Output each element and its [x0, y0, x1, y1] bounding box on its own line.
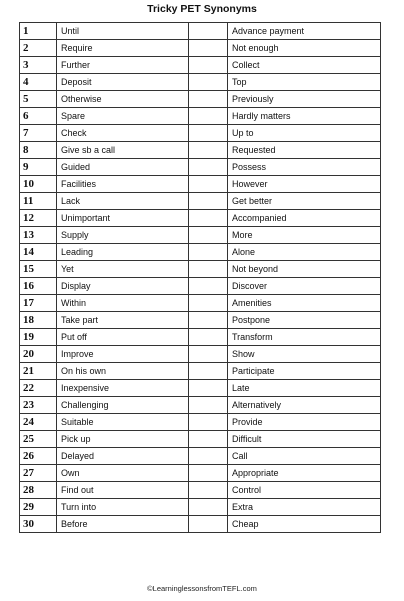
answer-blank-cell	[189, 499, 228, 516]
table-row	[20, 312, 381, 329]
row-number: 6	[20, 108, 57, 125]
row-number: 15	[20, 261, 57, 278]
word-cell: Deposit	[57, 74, 189, 91]
word-cell: Check	[57, 125, 189, 142]
synonym-cell: Not enough	[228, 40, 381, 57]
row-number: 3	[20, 57, 57, 74]
synonyms-table-body	[20, 23, 381, 533]
answer-blank-cell	[189, 414, 228, 431]
synonym-cell: Possess	[228, 159, 381, 176]
synonym-cell: Control	[228, 482, 381, 499]
synonym-cell: However	[228, 176, 381, 193]
answer-blank-cell	[189, 482, 228, 499]
synonym-cell: Hardly matters	[228, 108, 381, 125]
word-cell: Leading	[57, 244, 189, 261]
word-cell: Suitable	[57, 414, 189, 431]
row-number: 5	[20, 91, 57, 108]
row-number: 1	[20, 23, 57, 40]
table-row	[20, 448, 381, 465]
table-row	[20, 108, 381, 125]
row-number: 22	[20, 380, 57, 397]
table-row	[20, 227, 381, 244]
answer-blank-cell	[189, 40, 228, 57]
synonym-cell: Difficult	[228, 431, 381, 448]
answer-blank-cell	[189, 176, 228, 193]
word-cell: Put off	[57, 329, 189, 346]
word-cell: Give sb a call	[57, 142, 189, 159]
table-row	[20, 244, 381, 261]
word-cell: Guided	[57, 159, 189, 176]
table-row	[20, 142, 381, 159]
answer-blank-cell	[189, 448, 228, 465]
synonym-cell: Transform	[228, 329, 381, 346]
synonym-cell: Collect	[228, 57, 381, 74]
table-row	[20, 261, 381, 278]
page-title: Tricky PET Synonyms	[147, 3, 257, 15]
table-row	[20, 431, 381, 448]
row-number: 2	[20, 40, 57, 57]
answer-blank-cell	[189, 227, 228, 244]
row-number: 24	[20, 414, 57, 431]
answer-blank-cell	[189, 346, 228, 363]
synonym-cell: Not beyond	[228, 261, 381, 278]
table-row	[20, 176, 381, 193]
answer-blank-cell	[189, 431, 228, 448]
word-cell: Facilities	[57, 176, 189, 193]
table-row	[20, 91, 381, 108]
synonym-cell: More	[228, 227, 381, 244]
synonym-cell: Alternatively	[228, 397, 381, 414]
word-cell: Supply	[57, 227, 189, 244]
answer-blank-cell	[189, 74, 228, 91]
answer-blank-cell	[189, 244, 228, 261]
row-number: 21	[20, 363, 57, 380]
table-row	[20, 159, 381, 176]
answer-blank-cell	[189, 91, 228, 108]
answer-blank-cell	[189, 465, 228, 482]
table-row	[20, 346, 381, 363]
row-number: 27	[20, 465, 57, 482]
synonym-cell: Late	[228, 380, 381, 397]
answer-blank-cell	[189, 261, 228, 278]
answer-blank-cell	[189, 312, 228, 329]
row-number: 12	[20, 210, 57, 227]
word-cell: Improve	[57, 346, 189, 363]
row-number: 20	[20, 346, 57, 363]
synonym-cell: Call	[228, 448, 381, 465]
synonym-cell: Provide	[228, 414, 381, 431]
synonym-cell: Alone	[228, 244, 381, 261]
table-row	[20, 380, 381, 397]
synonym-cell: Top	[228, 74, 381, 91]
table-row	[20, 482, 381, 499]
answer-blank-cell	[189, 363, 228, 380]
word-cell: Take part	[57, 312, 189, 329]
row-number: 30	[20, 516, 57, 533]
word-cell: Pick up	[57, 431, 189, 448]
row-number: 8	[20, 142, 57, 159]
table-row	[20, 363, 381, 380]
table-row	[20, 193, 381, 210]
word-cell: Delayed	[57, 448, 189, 465]
table-row	[20, 329, 381, 346]
synonym-cell: Previously	[228, 91, 381, 108]
synonym-cell: Participate	[228, 363, 381, 380]
row-number: 14	[20, 244, 57, 261]
row-number: 4	[20, 74, 57, 91]
synonym-cell: Get better	[228, 193, 381, 210]
table-row	[20, 397, 381, 414]
row-number: 11	[20, 193, 57, 210]
word-cell: Find out	[57, 482, 189, 499]
table-row	[20, 210, 381, 227]
table-row	[20, 278, 381, 295]
row-number: 26	[20, 448, 57, 465]
word-cell: Unimportant	[57, 210, 189, 227]
word-cell: Before	[57, 516, 189, 533]
table-row	[20, 57, 381, 74]
word-cell: Further	[57, 57, 189, 74]
row-number: 7	[20, 125, 57, 142]
synonym-cell: Discover	[228, 278, 381, 295]
answer-blank-cell	[189, 380, 228, 397]
answer-blank-cell	[189, 108, 228, 125]
row-number: 9	[20, 159, 57, 176]
answer-blank-cell	[189, 516, 228, 533]
table-row	[20, 295, 381, 312]
table-row	[20, 465, 381, 482]
row-number: 18	[20, 312, 57, 329]
word-cell: Inexpensive	[57, 380, 189, 397]
answer-blank-cell	[189, 159, 228, 176]
synonym-cell: Postpone	[228, 312, 381, 329]
word-cell: On his own	[57, 363, 189, 380]
table-row	[20, 499, 381, 516]
word-cell: Require	[57, 40, 189, 57]
word-cell: Otherwise	[57, 91, 189, 108]
synonyms-table	[19, 22, 381, 533]
answer-blank-cell	[189, 193, 228, 210]
synonym-cell: Extra	[228, 499, 381, 516]
synonym-cell: Amenities	[228, 295, 381, 312]
answer-blank-cell	[189, 210, 228, 227]
answer-blank-cell	[189, 397, 228, 414]
synonym-cell: Appropriate	[228, 465, 381, 482]
synonym-cell: Cheap	[228, 516, 381, 533]
word-cell: Until	[57, 23, 189, 40]
synonym-cell: Up to	[228, 125, 381, 142]
row-number: 10	[20, 176, 57, 193]
row-number: 23	[20, 397, 57, 414]
row-number: 16	[20, 278, 57, 295]
answer-blank-cell	[189, 125, 228, 142]
synonym-cell: Advance payment	[228, 23, 381, 40]
row-number: 17	[20, 295, 57, 312]
synonym-cell: Accompanied	[228, 210, 381, 227]
word-cell: Spare	[57, 108, 189, 125]
word-cell: Own	[57, 465, 189, 482]
answer-blank-cell	[189, 329, 228, 346]
word-cell: Yet	[57, 261, 189, 278]
answer-blank-cell	[189, 57, 228, 74]
answer-blank-cell	[189, 278, 228, 295]
row-number: 29	[20, 499, 57, 516]
table-row	[20, 125, 381, 142]
row-number: 13	[20, 227, 57, 244]
row-number: 25	[20, 431, 57, 448]
word-cell: Challenging	[57, 397, 189, 414]
synonym-cell: Requested	[228, 142, 381, 159]
answer-blank-cell	[189, 295, 228, 312]
answer-blank-cell	[189, 142, 228, 159]
copyright-footer: ©LearninglessonsfromTEFL.com	[147, 584, 257, 593]
table-row	[20, 40, 381, 57]
table-row	[20, 23, 381, 40]
word-cell: Turn into	[57, 499, 189, 516]
word-cell: Within	[57, 295, 189, 312]
word-cell: Display	[57, 278, 189, 295]
table-row	[20, 516, 381, 533]
word-cell: Lack	[57, 193, 189, 210]
synonym-cell: Show	[228, 346, 381, 363]
row-number: 28	[20, 482, 57, 499]
answer-blank-cell	[189, 23, 228, 40]
table-row	[20, 414, 381, 431]
table-row	[20, 74, 381, 91]
row-number: 19	[20, 329, 57, 346]
